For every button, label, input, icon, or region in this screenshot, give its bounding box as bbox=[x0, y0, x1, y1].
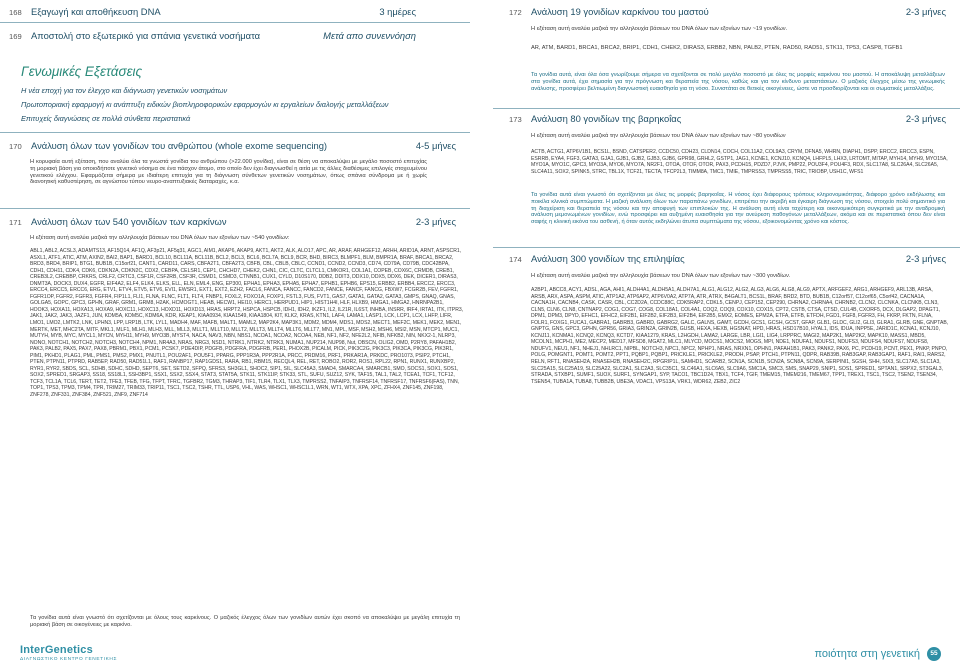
test-duration: 2-3 μήνες bbox=[905, 6, 946, 17]
test-number: 173 bbox=[509, 115, 522, 124]
test-row-172 bbox=[509, 6, 960, 17]
divider bbox=[0, 132, 470, 133]
divider bbox=[0, 208, 470, 209]
test-footnote: Τα γονίδια αυτά, είναι όλα όσα γνωρίζουμε σήμερα να σχετίζονται σε πολύ μεγάλο ποσοστό με όλες τις μορφές καρκίνου του μαστού. Η αποκάλυψη μεταλλάξεων στα γονίδια αυτά, έχει σημασία για την πρόγνωση και θεραπεία της νόσου, καθώς και για τον κίνδυνο μεταστάσεων. Ο μαζικός έλεγχος μέσω της γενωμικής ανάλυσης, προσφέρει βελτιωμένη διαγνωστική ευαισθησία για τη νόσο. Συνιστάται σε θετικές οικογένειες, ώστε να προσδιορίζονται και οι σωματικές μεταλλάξεις. bbox=[531, 72, 945, 92]
gene-list: ACTB, ACTG1, ATP6V1B1, BCS1L, BSND, CATSPER2, CCDC50, CDH23, CLDN14, COCH, COL11A2, COL9A3, CRYM, DFNA5, WHRN, DIAPH1, DSPP, ERCC2, ERCC3, ESPN, ESRRB, EYA4, FGF3, GATA3, GJA1, GJB1, GJB2, GJB3, GJB6, GPR98, GRHL2, GSTP1, JAG1, KCNE1, KCNJ10, KCNQ4, LHFPL5, LHX3, LRTOMT, MITAP, MYH14, MYH9, MYO15A, MYO1A, MYO1C, GPC3, MYO3A, MYO6, MYO7A, NR2F1, OTOA, OTOF, OTOR, PAX3, PCDH15, PDZD7, PJVK, PMP22, POU3F4, POU4F3, RDX, SLC17A8, SLC26A4, SLC26A5, SLC4A11, SOX2, SPINK5, STRC, TBL1X, TCF21, TECTA, TFCP2L3, TIMM8A, TMC1, TMIE, TMPRSS3, TMPRSS5, TRIC, TRIOBP, USH1C, WFS1 bbox=[531, 149, 948, 175]
divider bbox=[493, 247, 960, 248]
brand-logo: InterGenetics bbox=[20, 644, 93, 656]
gene-list: AR, ATM, BARD1, BRCA1, BRCA2, BRIP1, CDH1, CHEK2, DIRAS3, ERBB2, NBN, PALB2, PTEN, RAD50, RAD51, STK11, TP53, CASP8, TGFB1 bbox=[531, 45, 903, 51]
test-number: 168 bbox=[9, 8, 22, 17]
test-row-170 bbox=[9, 140, 470, 151]
test-duration: 2-3 μήνες bbox=[415, 216, 456, 227]
test-number: 170 bbox=[9, 142, 22, 151]
banner-line-2: Πρωτοποριακή εφαρμογή κι ανάπτυξη ειδικών βιοπληροφορικών εφαρμογών κι εργαλείων διαλογής μεταλλάξεων bbox=[21, 100, 389, 109]
divider bbox=[0, 22, 470, 23]
test-duration: 3 ημέρες bbox=[379, 6, 416, 17]
test-duration: 2-3 μήνες bbox=[905, 113, 946, 124]
test-title: Εξαγωγή και αποθήκευση DNA bbox=[31, 6, 161, 17]
test-title: Ανάλυση 19 γονιδίων καρκίνου του μαστού bbox=[531, 6, 709, 17]
test-title: Ανάλυση όλων των 540 γονιδίων των καρκίνων bbox=[31, 216, 227, 227]
test-title: Ανάλυση 300 γονιδίων της επιληψίας bbox=[531, 253, 685, 264]
footer-slogan: ποιότητα στη γενετική bbox=[814, 648, 920, 660]
test-description: Η κορυφαία αυτή εξέταση, που αναλύει όλα τα γνωστά γονίδια του ανθρώπου (>22.000 γονίδια), είναι σε θέση να αποκαλύψει με μεγάλο ποσοστό επιτυχίας τη μοριακή βάση για οποιοδήποτε γενετικό νόσημα σε ένα πάσχον άτομο, στο οποίο δεν έχει διαγνωσθεί η αιτία με τις άλλες διαθέσιμες επιλογές στοχευμένου γενετικού ελέγχου. Εφαρμόζεται σήμερα με ιδιαίτερη επιτυχία για τη διάγνωση σύνθετων γενετικών νοσημάτων, όπως σπάνια σύνδρομα με ή χωρίς διανοητική καθυστέρηση, σε αγνώστου τύπου νευρο-αναπτυξιακές διαταραχές, κ.α. bbox=[30, 159, 427, 186]
test-row-171 bbox=[9, 216, 470, 227]
test-duration: 4-5 μήνες bbox=[415, 140, 456, 151]
divider bbox=[493, 108, 960, 109]
test-row-168 bbox=[9, 6, 470, 17]
test-duration: Μετά απο συνεννόηση bbox=[323, 30, 416, 41]
test-row-169 bbox=[9, 30, 470, 41]
test-number: 169 bbox=[9, 32, 22, 41]
test-description: Η εξέταση αυτή αναλύει μαζικά την αλληλουχία βάσεων του DNA όλων των εξονίων των ~300 γονιδίων. bbox=[531, 273, 791, 279]
page-number: 55 bbox=[927, 647, 941, 661]
test-duration: 2-3 μήνες bbox=[905, 253, 946, 264]
test-description: Η εξέταση αυτή αναλύει μαζικά την αλληλουχία βάσεων του DNA όλων των εξονίων των ~19 γονιδίων. bbox=[531, 26, 788, 32]
banner-title: Γενωμικές Εξετάσεις bbox=[21, 64, 143, 79]
test-title: Αποστολή στο εξωτερικό για σπάνια γενετικά νοσήματα bbox=[31, 30, 261, 41]
test-footnote: Τα γονίδια αυτά είναι γνωστό ότι σχετίζονται με όλες τις μορφές βαρηκοΐας. Η νόσος έχει διάφορους τρόπους κληρονομικότητας, διάφορο χρόνο εκδήλωσης και ποικίλα κλινικά συμπτώματα. Η μαζική ανάλυση όλων των παραπάνω γονιδίων, επιτρέπει την ακριβή και έγκαιρη διάγνωση της νόσου, στοιχείο πολύ σημαντικό για τη διαχείριση και θεραπεία της νόσου και την αποφυγή των επιπλοκών της. Η ανάλυση αυτή είναι ταχύτερη και οικονομικότερη συγκριτικά με την αναδρομική ανάλυση μεμονωμένων γονιδίων, ενώ προσφέρει και αυξημένη ευαισθησία για την ανεύρεση παθογόνων μεταλλάξεων, ακόμα και σε περιστατικά όπου δεν είναι σαφής η κλινική εικόνα του ασθενή, ή όταν αυτός εκδηλώνει άτυπα συμπτώματα της νόσου, εξοικονομώντας χρόνο και κόστος. bbox=[531, 192, 945, 225]
test-number: 171 bbox=[9, 218, 22, 227]
gene-list: ABL1, ABL2, ACSL3, ADAMTS13, AF15Q14, AF1Q, AF3p21, AF5q31, AGC1, AIM1, AKAP6, AKAP9, AKT1, AKT2, ALK, ALO17, APC, AR, ARAF, ARHGEF12, ARHH, ARID1A, ARNT, ASPSCR1, ASXL1, ATF1, ATIC, ATM, AXIN2, BAI2, BAP1, BARD1, BCL10, BCL11A, BCL11B, BCL2, BCL3, BCL6, BCL7A, BCL9, BCR, BHD, BIRC3, BLMPF1, BLM, BMPR1A, BRAF, BRCA1, BRCA2, BRD3, BRD4, BRIP1, BTG1, BUB1B, C15orf21, CANT1, CARD11, CARS, CBFA2T1, CBFA2T3, CBFB, CBL, CBLB, CBLC, CCND1, CCND2, CCND3, CD74, CD79A, CD79B, CDC42BPA, CDH1, CDH11, CDK4, CDK6, CDKN2A, CDKN2C, CDX2, CEBPA, CELSR1, CEP1, CHCHD7, CHEK2, CHN1, CIC, CLTC, CLTCL1, CMKOR1, COL1A1, COPEB, COX6C, CRMDB, CREB1, CREB3L2, CREBBP, CRKRS, CRLF2, CRTC3, CSF1R, CSF2RB, CSF3R, CSMD1, CSMD3, CTNNB1, CUX1, CYLD, D10S170, DDB2, DDIT3, DDX10, DDX5, DDX6, DEK, DICER1, DIRAS3, DNMT3A, DOCK3, DUX4, EGFR, EIF4A2, ELF4, ELK4, ELKS, ELL, ELN, EML4, ENG, EP300, EPHA1, EPHA3, EPHA5, EPHA7, EPHB1, EPHB6, EPS15, ERBB2, ERBB4, ERCC2, ERCC3, ERCC4, ERCC5, ERCC6, ERG, ETV1, ETV4, ETV5, ETV6, EVI1, EWSR1, EXT1, EXT2, EZH2, FACL6, FANCA, FANCC, FANCD2, FANCE, FANCF, FANCG, FBXW7, FCGR2B, FEV, FGFR1, FGFR1OP, FGFR2, FGFR3, FGFR4, FIP1L1, FLI1, FLNA, FLNC, FLT1, FLT4, FNBP1, FOXL2, FOXO1A, FOXP1, FSTL3, FUS, FVT1, GAS7, GATA1, GATA2, GATA3, GMPS, GNAQ, GNAS, GOLGA5, GOPC, GPC3, GPHN, GRAF, GRM1, GRM8, H2AK, HCMOGT1, HEAB, HECW1, HEI10, HERC1, HERPUD1, HIP1, HIST1H4I, HLF, HLXB9, HMGA1, HMGA2, HNRNPA2B1, HOOK3, HOXA11, HOXA13, HOXA9, HOXC11, HOXC13, HOXD11, HOXD13, HRAS, HRPT2, HSPCA, HSPCB, IDH1, IDH2, IKZF1, IL2, IL21R, IL6ST, INHBA, INSRR, IRF4, IRTA1, ITK, ITPR3, JAK1, JAK2, JAK3, JAZF1, JUN, KDM5A, KDM5C, KDM6A, KDR, KEAP1, KIAA0934, KIAA1549, KIAA1804, KIT, KLK2, KRAS, KTN1, LAF4, LAMA1, LASP1, LCK, LCP1, LCX, LHFP, LIFR, LMO1, LMO2, LMTK2, LNK, LPHN3, LPP, LRP1B, LTK, LYL1, MADH4, MAF, MAFB, MALT1, MAML2, MAP2K4, MAP3K1, MDM2, MDM4, MDS1, MDS2, MECT1, MEF2C, MEK1, MEK2, MEN1, MERTK, MET, MHC2TA, MITF, MKL1, MLF1, MLH1, MLH3, MLL, MLL3, MLLT1, MLLT10, MLLT2, MLLT3, MLLT4, MLLT6, MLLT7, MN1, MPL, MSF, MSH2, MSH6, MSI2, MSN, MTCP1, MUC1, MUTYH, MYB, MYC, MYCL1, MYCN, MYH11, MYH9, MYO3B, MYST4, NACA, NAV3, NBN, NBS1, NCOA1, NCOA2, NCOA4, NEB, NF1, NF2, NFE2L2, NFIB, NFKB2, NIN, NKX2-1, NLRP3, NONO, NOTCH1, NOTCH2, NOTCH3, NOTCH4, NPM1, NR4A3, NRAS, NRG3, NSD1, NTRK1, NTRK2, NTRK3, NUMA1, NUP214, NUP98, Nut, OBSCN, OLIG2, OMD, P2RY8, PAFAH1B2, PAK3, PALB2, PAX5, PAX7, PAX8, PBRM1, PBX1, PCM1, PCSK7, PDE4DIP, PDGFB, PDGFRA, PDGFRB, PER1, PHOX2B, PICALM, PICK, PIK3C2G, PIK3C3, PIK3CA, PIK3CG, PIK3R1, PIM1, PKHD1, PLAG1, PML, PMS1, PMS2, PMX1, PNUTL1, POU2AF1, POU5F1, PPARG, PPP1R3A, PPP2R1A, PRCC, PRDM16, PRF1, PRKAR1A, PRKDC, PRO1073, PSIP2, PTCH1, PTEN, PTPN11, PTPRD, RAB5EP, RAD50, RAD51L1, RAF1, RANBP17, RAP1GDS1, RARA, RB1, RBM15, RECQL4, REL, RET, ROBO2, ROR2, ROS1, RPL22, RPN1, RUNX1, RUNXBP2, RYR1, RYR2, SBDS, SCL, SDHB, SDHC, SDHD, SEPT6, SET, SETD2, SFPQ, SFRS3, SH3GL1, SHOC2, SIP1, SIL, SLC45A3, SMAD4, SMARCA4, SMARCB1, SMO, SOCS1, SOX1, SOS1, SOX2, SPRED1, SRGAP3, SS18, SS18L1, SSH3BP1, SSX1, SSX2, SSX4, STAT3, STAT5A, STK11, STK11IP, STK33, STL, SUFU, SUZ12, SYK, TAF15, TAL1, TAL2, TCEA1, TCF1, TCF12, TCF3, TCL1A, TCL6, TERT, TET2, TFE3, TFEB, TFG, TFPT, TFRC, TGFBR2, TGM3, THRAP3, TIF1, TLR4, TLX1, TLX3, TMPRSS2, TNFAIP3, TNFRSF14, TNFRSF17, TNFRSF6(FAS), TNN, TOP1, TPS3, TPM3, TPM4, TPR, TRIM27, TRIM33, TRIP11, TSC1, TSC2, TSHR, TTL, USP6, VHL, WAS, WHSC1, WHSC1L1, WRN, WT1, WTX, XPA, XPC, ZFHX4, ZNF145, ZNF198, ZNF278, ZNF331, ZNF384, ZNF521, ZNF9, ZNF714 bbox=[30, 248, 464, 399]
test-row-174 bbox=[509, 253, 960, 264]
test-footnote: Τα γονίδια αυτά είναι γνωστό ότι σχετίζονται με όλους τους καρκίνους. Ο μαζικός έλεγχος όλων των γονιδίων αυτών έχει σκοπό να αποκαλύψει με μεγάλη επιτυχία τη μοριακή βάση σε οικογένειες με καρκίνο. bbox=[30, 615, 460, 628]
test-number: 172 bbox=[509, 8, 522, 17]
banner-line-1: Η νέα εποχή για τον έλεγχο και διάγνωση γενετικών νοσημάτων bbox=[21, 86, 228, 95]
brand-tagline: ΔΙΑΓΝΩΣΤΙΚΟ ΚΕΝΤΡΟ ΓΕΝΕΤΙΚΗΣ bbox=[20, 657, 118, 662]
gene-list: A2BP1, ABCC8, ACY1, ADSL, AGA, AHI1, ALDH4A1, ALDH5A1, ALDH7A1, ALG1, ALG12, ALG2, ALG3, ALG6, ALG8, ALG9, APTX, ARFGEF2, ARG1, ARHGEF9, ARL13B, ARSA, ARSB, ARX, ASPA, ASPM, ATIC, ATP1A2, ATP6AP2, ATP6V0A2, ATP7A, ATR, ATRX, B4GALT1, BCS1L, BRAF, BRD2, BTD, BUB1B, C12orf57, C12orf65, C5orf42, CACNA1A, CACNA1H, CACNB4, CASK, CASR, CBL, CC2D2A, CCDC88C, CDK5RAP2, CDKL5, CENPJ, CEP152, CEP290, CHRNA2, CHRNA4, CHRNB2, CLCN2, CLCNKA, CLCNKB, CLN3, CLN5, CLN6, CLN8, CNTNAP2, COG1, COG7, COG8, COL18A1, COL4A1, COQ2, COQ9, COX10, COX15, CPT2, CSTB, CTSA, CTSD, CUL4B, CXORF5, DCX, DLGAP2, DPAGT1, DPM1, DPM3, DPYD, EFHC1, EFHC2, EIF2B1, EIF2B2, EIF2B3, EIF2B4, EIF2B5, EMX2, EOMES, EPM2A, ETFA, ETFB, ETFDH, FGD1, FGF8, FGFR3, FH, FKRP, FKTN, FLNA, FOLR1, FOXG1, FUCA1, GABRA1, GABRB3, GABRD, GABRG2, GALC, GALNS, GAMT, GCDH, GCS1, GCSH, GCST, GFAP, GLB1, GLDC, GLI2, GLI3, GLRA1, GLRB, GNE, GNPTAB, GNPTG, GNS, GPC3, GPHN, GPR56, GRIA3, GRIN2A, GRIN2B, GUSB, HEXA, HEXB, HGSNAT, HPD, HRAS, HSD17B10, HYAL1, IDS, IDUA, INPP5E, JARID1C, KCNA1, KCNJ10, KCNJ11, KCNMA1, KCNQ2, KCNQ3, KCTD7, KIAA1279, KRAS, L2HGDH, LAMA2, LARGE, LBR, LGI1, LIG4, LRPPRC, MAGI2, MAP2K1, MAP2K2, MAPK10, MASS1, MBD5, MCOLN1, MCPH1, ME2, MECP2, MED17, MFSD8, MGAT2, MLC1, MLYCD, MOCS1, MOCS2, MOGS, MPI, NDE1, NDUFA1, NDUFS1, NDUFS3, NDUFS4, NDUFS7, NDUFS8, NDUFV1, NEU1, NF1, NHEJ1, NHLRC1, NIPBL, NOTCH3, NPC1, NPC2, NPHP1, NRAS, NRXN1, OPHN1, PAFAH1B1, PAK3, PANK2, PAX6, PC, PCDH19, PCNT, PEX1, PNKP, PNPO, POLG, POMGNT1, POMT1, POMT2, PPT1, PQBP1, PQBP1, PRICKLE1, PRICKLE2, PRODH, PSAP, PTCH1, PTPN11, QDPR, RAB39B, RAB3GAP, RAB3GAP1, RAF1, RAI1, RARS2, RELN, RFT1, RNASEH2A, RNASEH2B, RNASEH2C, RPGRIP1L, SAMHD1, SCARB2, SCN1A, SCN1B, SCN2A, SCN8A, SCN9A, SERPINI1, SGSH, SHH, SIX3, SLC17A5, SLC1A3, SLC25A15, SLC25A19, SLC25A22, SLC2A1, SLC2A3, SLC35C1, SLC46A1, SLC6A5, SLC9A6, SMC1A, SMC3, SMS, SNAP29, SNIP1, SOS1, SPRED1, SPTAN1, SRPX2, ST3GAL3, STRADA, STXBP1, SUMF1, SUOX, SURF1, SYNGAP1, SYP, TACO1, TBC1D24, TBX1, TCF4, TGIF, TMEM15, TMEM216, TMEM67, TPP1, TREX1, TSC1, TSC2, TSEN2, TSEN34, TSEN54, TUBA1A, TUBA8, TUBB2B, UBE3A, VDAC1, VPS13A, VRK1, WDR62, ZEB2, ZIC2 bbox=[531, 287, 949, 385]
test-description: Η εξέταση αυτή αναλύει μαζικά την αλληλουχία βάσεων του DNA όλων των εξονίων των ~540 γονιδίων: bbox=[30, 235, 290, 241]
test-title: Ανάλυση 80 γονιδίων της βαρηκοΐας bbox=[531, 113, 682, 124]
test-row-173 bbox=[509, 113, 960, 124]
test-description: Η εξέταση αυτή αναλύει μαζικά την αλληλουχία βάσεων του DNA όλων των εξονίων των ~80 γονιδίων bbox=[531, 133, 786, 139]
test-number: 174 bbox=[509, 255, 522, 264]
banner-line-3: Επιτυχείς διαγνώσεις σε πολλά σύνθετα περιστατικά bbox=[21, 114, 191, 123]
test-title: Ανάλυση όλων των γονιδίων του ανθρώπου (whole exome sequencing) bbox=[31, 140, 328, 151]
